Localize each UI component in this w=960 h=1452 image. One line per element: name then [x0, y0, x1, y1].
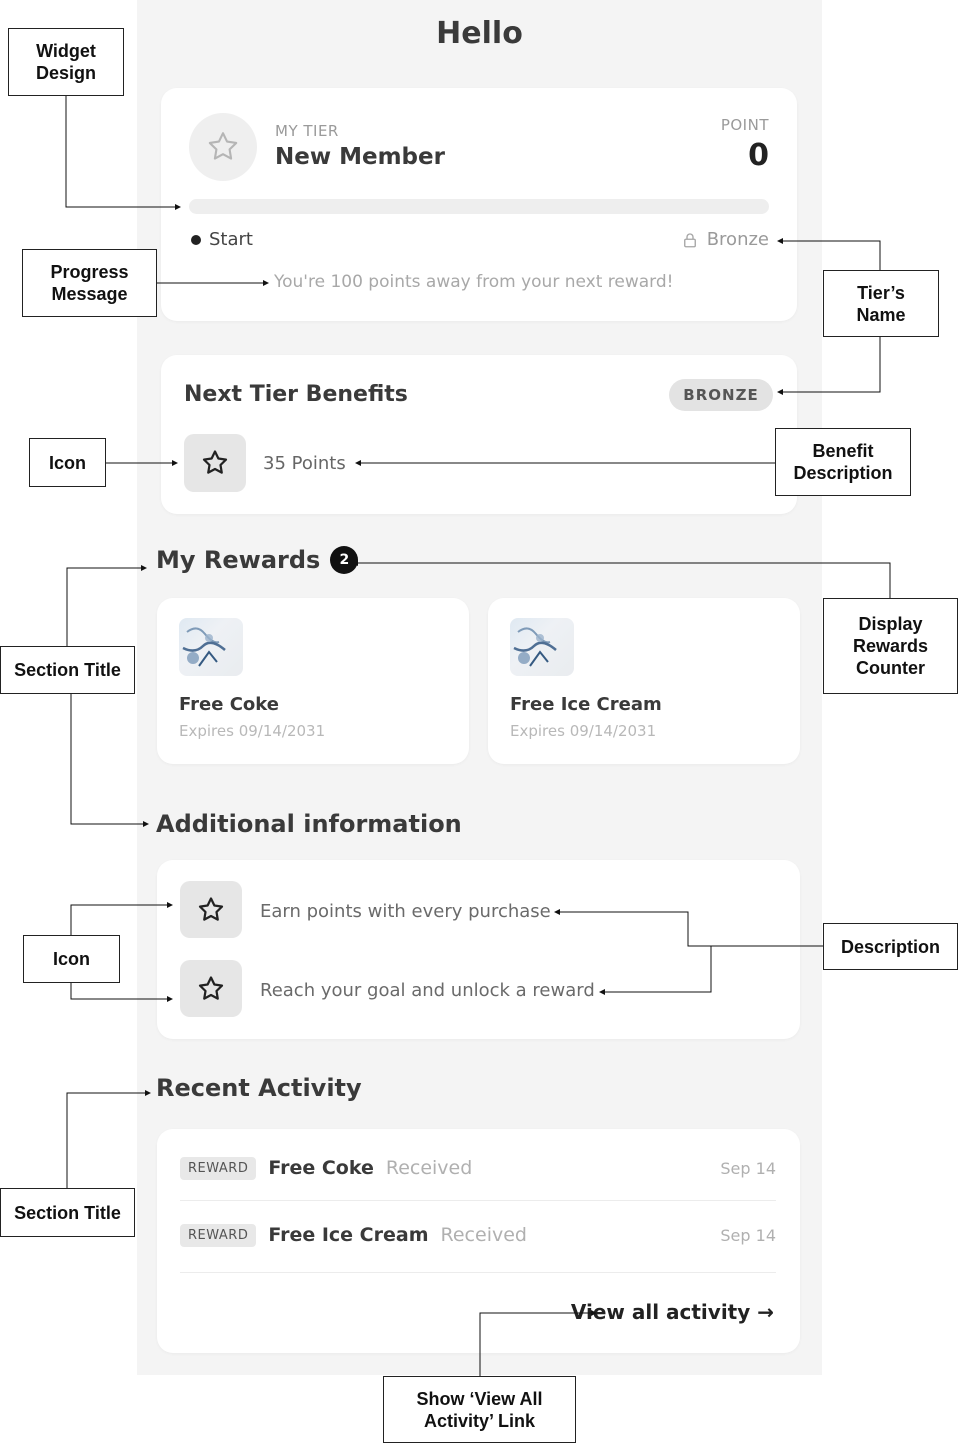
activity-status: Received — [385, 1157, 473, 1179]
divider — [180, 1272, 776, 1273]
activity-row — [180, 1148, 776, 1188]
activity-type-badge: REWARD — [180, 1157, 256, 1180]
divider — [180, 1200, 776, 1201]
progress-start-label: Start — [209, 229, 253, 250]
tier-badge: BRONZE — [669, 379, 773, 411]
tier-name: New Member — [275, 144, 445, 170]
annotation-description: Description — [823, 923, 958, 970]
recent-activity-section-title: Recent Activity — [156, 1074, 362, 1102]
benefits-title: Next Tier Benefits — [184, 382, 408, 407]
start-dot-icon — [191, 235, 201, 245]
activity-name: Free Coke — [268, 1157, 374, 1179]
point-value: 0 — [748, 138, 769, 173]
rewards-counter-badge: 2 — [330, 546, 358, 574]
next-tier-marker — [681, 229, 769, 250]
reward-expiry: Expires 09/14/2031 — [510, 722, 657, 740]
star-icon — [196, 895, 226, 925]
reward-name: Free Coke — [179, 694, 279, 715]
activity-status: Received — [440, 1224, 527, 1246]
annotation-icon: Icon — [23, 935, 120, 983]
info-icon-tile — [180, 881, 242, 938]
next-tier-name: Bronze — [706, 229, 769, 250]
activity-date: Sep 14 — [720, 1225, 776, 1245]
activity-name: Free Ice Cream — [268, 1224, 429, 1246]
reward-card[interactable] — [488, 598, 800, 764]
additional-info-card — [157, 860, 800, 1039]
activity-type-badge: REWARD — [180, 1224, 256, 1247]
annotation-benefit-description: Benefit Description — [775, 428, 911, 496]
annotation-section-title: Section Title — [0, 646, 135, 694]
annotation-progress-message: Progress Message — [22, 249, 157, 317]
tier-progress-bar — [189, 199, 769, 214]
info-description: Earn points with every purchase — [260, 901, 551, 922]
reward-expiry: Expires 09/14/2031 — [179, 722, 326, 740]
reward-image — [510, 618, 574, 676]
recent-activity-card — [157, 1129, 800, 1353]
loyalty-widget-screen — [137, 0, 822, 1375]
activity-date: Sep 14 — [720, 1158, 776, 1178]
star-icon — [196, 974, 226, 1004]
annotation-widget-design: Widget Design — [8, 28, 124, 96]
lock-icon — [681, 231, 699, 249]
info-description: Reach your goal and unlock a reward — [260, 980, 595, 1001]
annotation-tier-name: Tier’s Name — [823, 270, 939, 337]
annotation-icon: Icon — [29, 438, 106, 487]
view-all-activity-link[interactable]: View all activity → — [570, 1300, 774, 1324]
additional-info-section-title: Additional information — [156, 810, 462, 838]
annotation-section-title: Section Title — [0, 1188, 135, 1237]
point-label: POINT — [720, 116, 769, 134]
tier-avatar — [189, 113, 257, 181]
my-rewards-title: My Rewards — [156, 546, 321, 574]
greeting-title: Hello — [436, 16, 523, 51]
activity-row — [180, 1215, 776, 1255]
tier-card — [161, 88, 797, 321]
star-outline-icon — [205, 129, 241, 165]
annotation-view-all-link: Show ‘View All Activity’ Link — [383, 1376, 576, 1443]
tier-label: MY TIER — [275, 122, 339, 140]
reward-card[interactable] — [157, 598, 469, 764]
annotation-display-rewards-counter: Display Rewards Counter — [823, 598, 958, 694]
info-icon-tile — [180, 960, 242, 1017]
benefit-icon-tile — [184, 434, 246, 492]
next-tier-benefits-card — [161, 355, 797, 514]
benefit-description: 35 Points — [263, 453, 346, 474]
progress-message: You're 100 points away from your next reward! — [274, 272, 674, 292]
reward-image — [179, 618, 243, 676]
star-icon — [200, 448, 230, 478]
my-rewards-section-title — [156, 546, 358, 574]
reward-name: Free Ice Cream — [510, 694, 662, 715]
